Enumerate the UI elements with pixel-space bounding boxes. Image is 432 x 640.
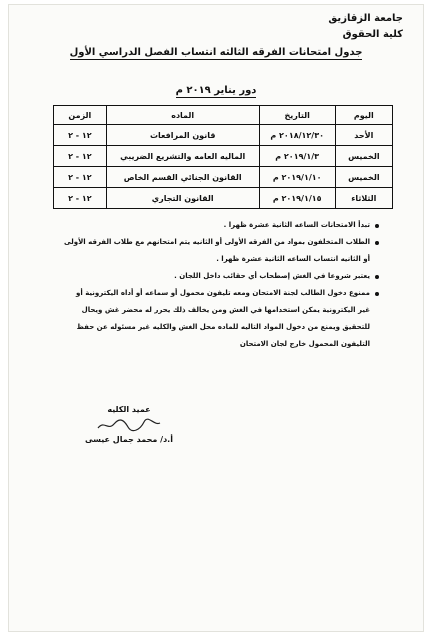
bullet-icon	[375, 224, 379, 228]
table-row	[54, 125, 393, 146]
document-title-text: جدول امتحانات الفرقه الثالثه انتساب الفصل الدراسي الأول	[69, 47, 363, 58]
institution-header	[328, 11, 403, 43]
note-item	[39, 234, 379, 251]
note-item	[39, 268, 379, 285]
exam-notes	[39, 217, 379, 353]
dean-signature-block	[79, 403, 179, 447]
subject-cell: قانون المرافعات	[106, 125, 259, 146]
table-row	[54, 146, 393, 167]
time-cell: ١٢ - ٢	[54, 167, 107, 188]
university-name: جامعة الزقازيق	[328, 13, 403, 24]
note-text: تبدأ الامتحانات الساعه الثانية عشرة ظهرا .	[223, 221, 370, 229]
exam-session	[9, 85, 423, 96]
signatory-name: أ.د/ محمد جمال عيسى	[85, 435, 173, 444]
day-cell: الأحد	[335, 125, 392, 146]
time-cell: ١٢ - ٢	[54, 188, 107, 209]
subject-cell: القانون الجنائي القسم الخاص	[106, 167, 259, 188]
subject-cell: الماليه العامه والتشريع الضريبي	[106, 146, 259, 167]
day-cell: الخميس	[335, 146, 392, 167]
note-text: الطلاب المتخلفون بمواد من الفرقه الأولى أو الثانيه يتم امتحانهم مع طلاب الفرقه الأولى	[64, 238, 370, 246]
bullet-icon	[375, 292, 379, 296]
schedule-table	[53, 105, 393, 209]
column-header-day: اليوم	[335, 106, 392, 125]
date-cell: ٢٠١٨/١٢/٣٠ م	[259, 125, 335, 146]
time-cell: ١٢ - ٢	[54, 146, 107, 167]
date-cell: ٢٠١٩/١/٣ م	[259, 146, 335, 167]
document-page	[8, 4, 424, 632]
column-header-subject: الماده	[106, 106, 259, 125]
note-text: يعتبر شروعا في الغش إصطحاب أي حقائب داخل اللجان .	[174, 272, 370, 280]
note-item	[39, 285, 379, 302]
schedule-header-row	[54, 106, 393, 125]
date-cell: ٢٠١٩/١/١٠ م	[259, 167, 335, 188]
bullet-icon	[375, 241, 379, 245]
document-title	[9, 47, 423, 58]
exam-session-text: دور يناير ٢٠١٩ م	[175, 85, 257, 96]
table-row	[54, 167, 393, 188]
note-continuation: غير اليكترونية يمكن استخدامها في الغش ومن يخالف ذلك يحرر له محضر غش ويحال	[81, 306, 370, 314]
table-row	[54, 188, 393, 209]
column-header-time: الزمن	[54, 106, 107, 125]
bullet-icon	[375, 275, 379, 279]
note-continuation: للتحقيق ويمنع من دخول المواد التاليه للماده محل الغش والكليه غير مسئوله عن حفظ	[76, 323, 370, 331]
subject-cell: القانون التجاري	[106, 188, 259, 209]
note-text: ممنوع دخول الطالب لجنة الامتحان ومعه تليفون محمول أو سماعه أو أداه اليكترونية أو	[76, 289, 370, 297]
time-cell: ١٢ - ٢	[54, 125, 107, 146]
day-cell: الثلاثاء	[335, 188, 392, 209]
handwritten-signature-icon	[94, 417, 164, 433]
note-continuation: التليفون المحمول خارج لجان الامتحان	[239, 340, 370, 348]
note-item	[39, 217, 379, 234]
column-header-date: التاريخ	[259, 106, 335, 125]
faculty-name: كلية الحقوق	[342, 29, 403, 40]
date-cell: ٢٠١٩/١/١٥ م	[259, 188, 335, 209]
day-cell: الخميس	[335, 167, 392, 188]
note-continuation: أو الثانيه انتساب الساعه الثانية عشرة ظهرا .	[216, 255, 370, 263]
signatory-role: عميد الكليه	[107, 405, 151, 414]
